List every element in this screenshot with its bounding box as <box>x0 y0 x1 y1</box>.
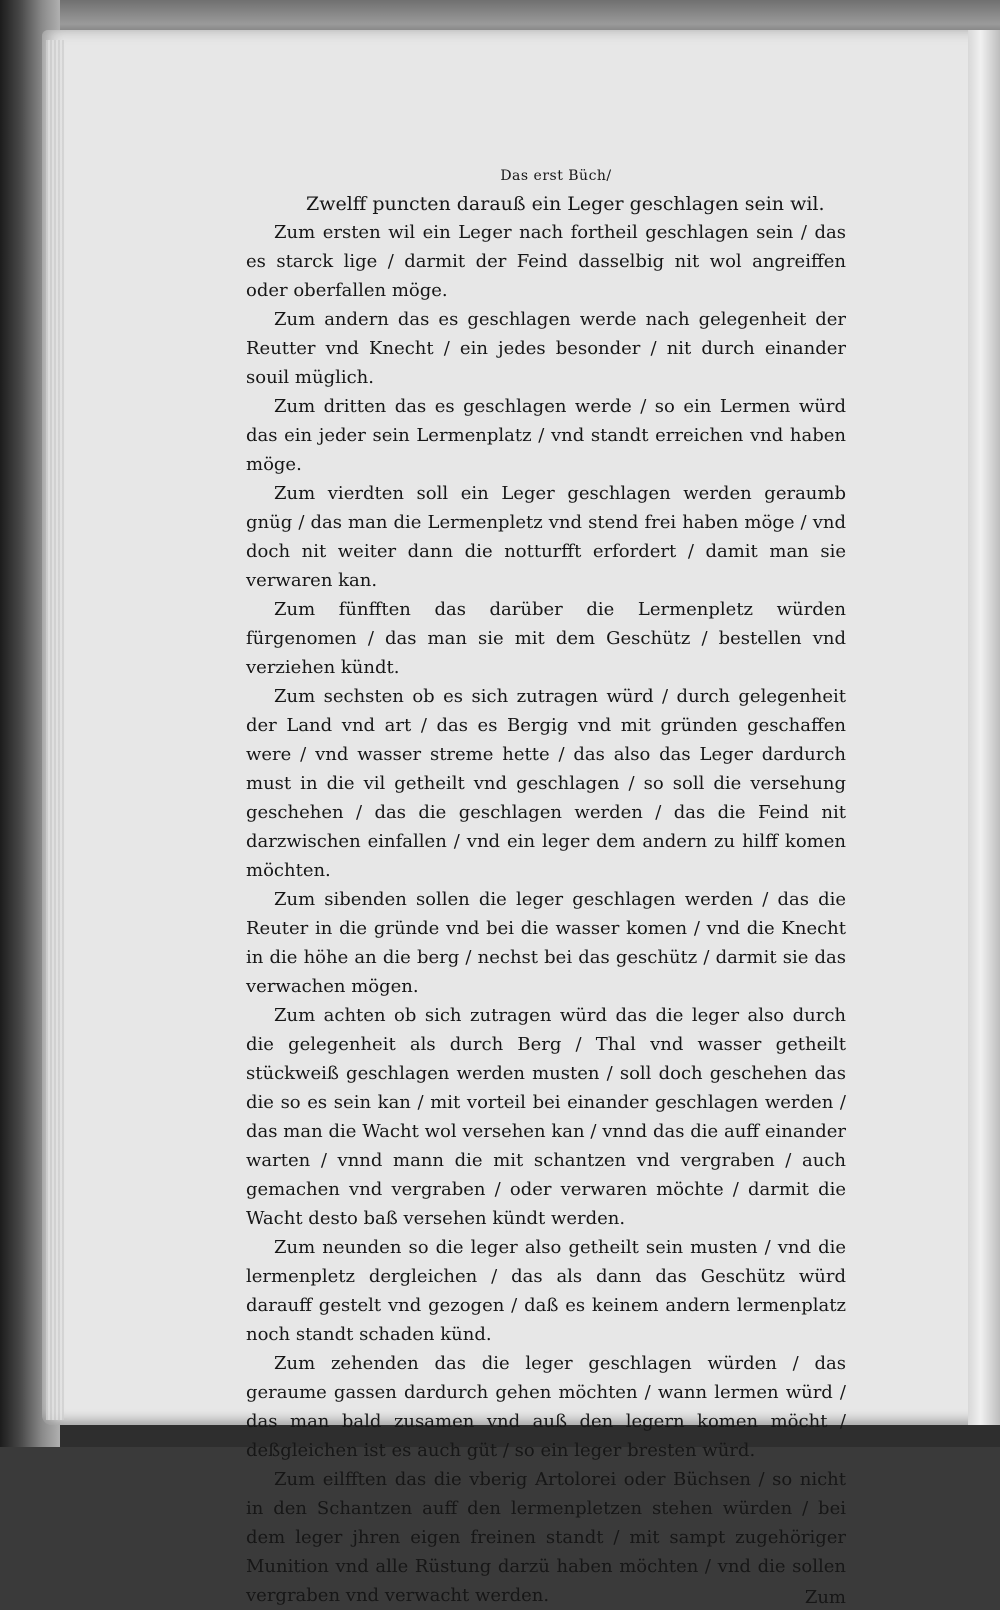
page-stack-edges <box>46 40 64 1420</box>
paragraph-2: Zum andern das es geschlagen werde nach gelegenheit der Reutter vnd Knecht / ein jedes besonder / nit durch einander souil müglich. <box>246 309 846 388</box>
paragraph-11: Zum eilfften das die vberig Artolorei oder Büchsen / so nicht in den Schantzen auff den lermenpletzen stehen würden / bei dem leger jhren eigen freinen standt / mit sampt zugehöriger Munition vnd alle Rüstung darzü haben möchten / vnd die sollen vergraben vnd verwacht werden. <box>246 1469 846 1606</box>
paragraph-4: Zum vierdten soll ein Leger geschlagen werden geraumb gnüg / das man die Lermenpletz vnd stend frei haben möge / vnd doch nit weiter dann die notturfft erfordert / damit man sie verwaren kan. <box>246 483 846 591</box>
paragraph-3: Zum dritten das es geschlagen werde / so ein Lermen würd das ein jeder sein Lermenplatz / vnd standt erreichen vnd haben möge. <box>246 396 846 475</box>
paragraph-5: Zum fünfften das darüber die Lermenpletz würden fürgenomen / das man sie mit dem Geschütz / bestellen vnd verziehen kündt. <box>246 599 846 678</box>
paragraph-6: Zum sechsten ob es sich zutragen würd / durch gelegenheit der Land vnd art / das es Bergig vnd mit gründen geschaffen were / vnd wasser streme hette / das also das Leger dardurch must in die vil getheilt vnd geschlagen / so soll die versehung geschehen / das die geschlagen werden / das die Feind nit darzwischen einfallen / vnd ein leger dem andern zu hilff komen möchten. <box>246 686 846 881</box>
paragraph-1: Zum ersten wil ein Leger nach fortheil geschlagen sein / das es starck lige / darmit der Feind dasselbig nit wol angreiffen oder oberfallen möge. <box>246 222 846 301</box>
paragraph-9: Zum neunden so die leger also getheilt sein musten / vnd die lermenpletz dergleichen / das als dann das Geschütz würd darauff gestelt vnd gezogen / daß es keinem andern lermenplatz noch standt schaden künd. <box>246 1237 846 1345</box>
paragraph-7: Zum sibenden sollen die leger geschlagen werden / das die Reuter in die gründe vnd bei die wasser komen / vnd die Knecht in die höhe an die berg / nechst bei das geschütz / darmit sie das verwachen mögen. <box>246 889 846 997</box>
running-head: Das erst Büch/ <box>500 168 612 184</box>
facing-page-strip <box>968 30 1000 1425</box>
section-heading: Zwelff puncten darauß ein Leger geschlagen sein wil. <box>306 193 825 215</box>
paragraph-10: Zum zehenden das die leger geschlagen würden / das geraume gassen dardurch gehen möchten / wann lermen würd / das man bald zusamen vnd auß den legern komen möcht / deßgleichen ist es auch güt / so ein leger bresten würd. <box>246 1353 846 1461</box>
text-block <box>246 168 846 1610</box>
paragraph-8: Zum achten ob sich zutragen würd das die leger also durch die gelegenheit als durch Berg / Thal vnd wasser getheilt stückweiß geschlagen werden musten / soll doch geschehen das die so es sein kan / mit vorteil bei einander geschlagen werden / das man die Wacht wol versehen kan / vnnd das die auff einander warten / vnnd mann die mit schantzen vnd vergraben / auch gemachen vnd vergraben / oder verwaren möchte / darmit die Wacht desto baß versehen kündt werden. <box>246 1005 846 1229</box>
catchword: Zum <box>804 1587 846 1608</box>
